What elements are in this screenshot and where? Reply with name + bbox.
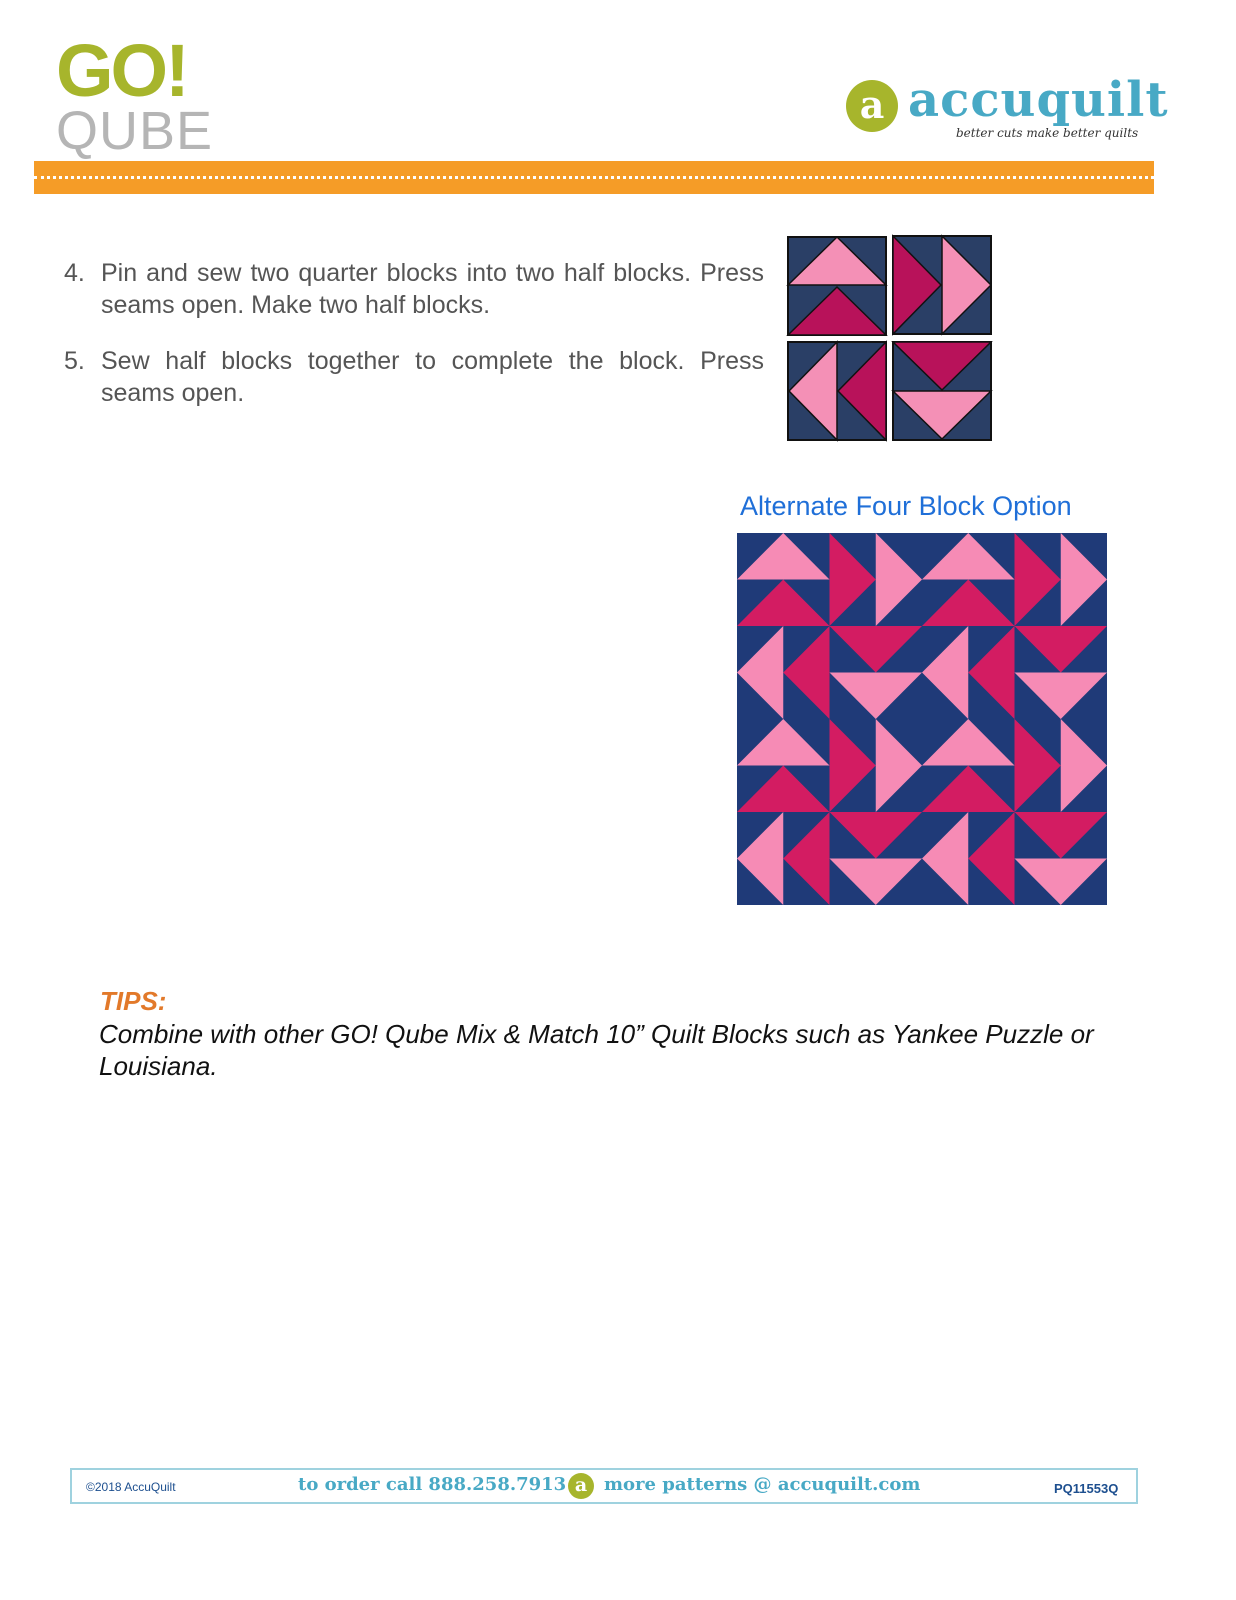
header-divider-bar — [34, 161, 1154, 194]
dotted-line — [34, 176, 1154, 179]
step-number: 4. — [64, 259, 85, 287]
step-text: Sew half blocks together to complete the block. Press seams open. — [101, 347, 764, 407]
quarter-block-top-right — [893, 236, 991, 334]
quarter-block-bottom-right — [893, 342, 991, 440]
accuquilt-a-icon: a — [568, 1473, 594, 1499]
step-5 — [64, 345, 764, 409]
pattern-code: PQ11553Q — [1054, 1481, 1119, 1496]
quarter-block-top-left — [788, 237, 886, 335]
tips-label: TIPS: — [100, 986, 167, 1016]
more-patterns-link: more patterns @ accuquilt.com — [604, 1474, 921, 1495]
step-4 — [64, 257, 764, 321]
step-text: Pin and sew two quarter blocks into two half blocks. Press seams open. Make two half blocks. — [101, 259, 764, 319]
brand-name: accuquilt — [908, 72, 1169, 128]
quarter-block-bottom-left — [788, 342, 886, 440]
step-number: 5. — [64, 347, 85, 375]
copyright: ©2018 AccuQuilt — [86, 1480, 176, 1494]
accuquilt-logo — [846, 72, 1186, 150]
quarter-blocks-diagram — [785, 232, 997, 444]
alternate-option-title: Alternate Four Block Option — [740, 491, 1072, 521]
go-logo: GO! — [56, 29, 187, 112]
brand-tagline: better cuts make better quilts — [956, 126, 1139, 140]
tips-text: Combine with other GO! Qube Mix & Match 10” Quilt Blocks such as Yankee Puzzle or Louisiana. — [99, 1019, 1094, 1081]
order-phone: to order call 888.258.7913 — [298, 1474, 567, 1495]
accuquilt-a-icon: a — [846, 80, 898, 132]
footer-bar — [70, 1468, 1138, 1504]
qube-logo: QUBE — [56, 101, 214, 161]
alternate-four-block-quilt — [737, 533, 1107, 905]
